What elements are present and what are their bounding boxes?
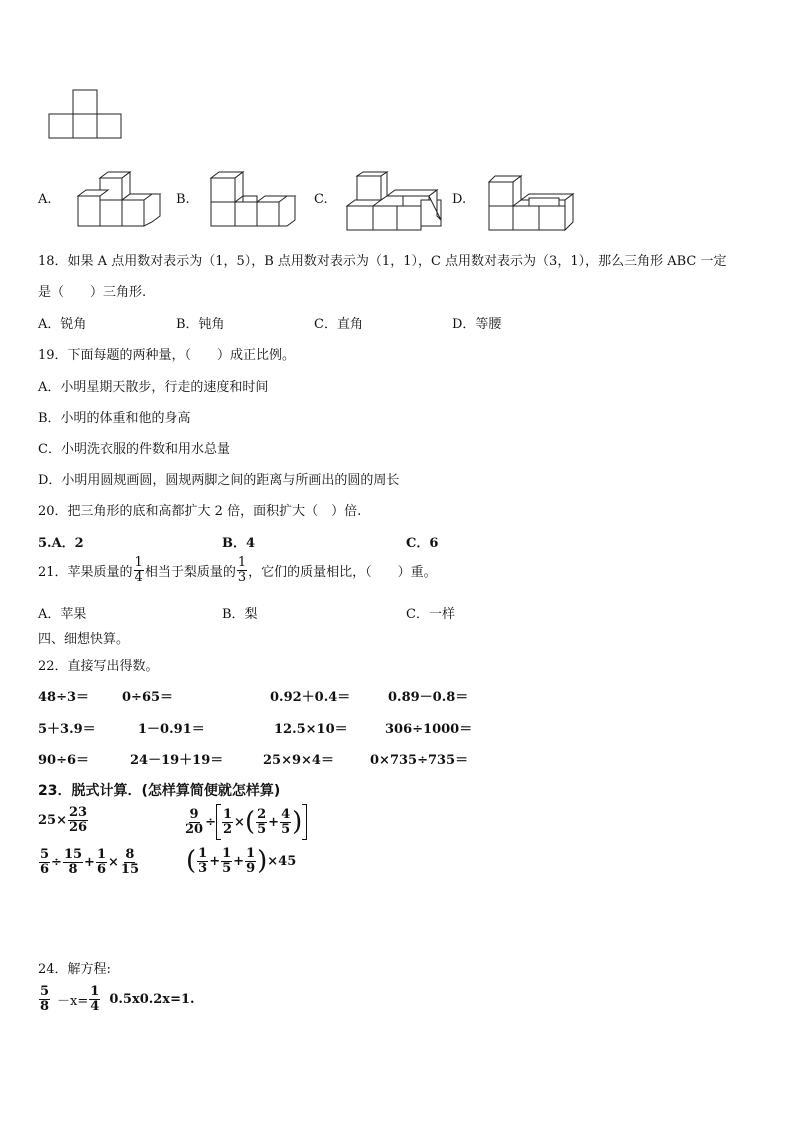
q23-e2-denominator: 5 <box>281 821 291 837</box>
q22-cell: 0×735÷735＝ <box>370 753 469 768</box>
cube-figure-a <box>72 170 164 232</box>
q18-option-c[interactable]: C．直角 <box>314 317 363 332</box>
q20-option-b[interactable]: B．4 <box>222 536 256 551</box>
left-paren: ( <box>244 807 256 837</box>
q18-stem-line1: 18．如果 A 点用数对表示为（1，5），B 点用数对表示为（1，1），C 点用数对表示为（3，1），那么三角形 ABC 一定 <box>38 254 727 269</box>
q23-e4-numerator: 1 <box>198 845 208 861</box>
q22-cell: 0.92＋0.4＝ <box>270 690 351 705</box>
q22-cell: 5＋3.9＝ <box>38 722 96 737</box>
q23-e2-operator: × <box>234 814 245 830</box>
option-b-label[interactable]: B. <box>176 192 190 207</box>
q21-prefix: 21．苹果质量的 <box>38 564 133 580</box>
q23-e3-numerator: 8 <box>125 847 135 862</box>
q21-option-c[interactable]: C．一样 <box>406 607 455 622</box>
q21-frac2-numerator: 1 <box>237 555 247 570</box>
q23-e4-tail: ×45 <box>267 853 297 869</box>
right-paren: ) <box>257 846 268 876</box>
q23-e3-numerator: 5 <box>40 847 50 862</box>
q23-expression-3 <box>38 848 141 876</box>
q24-stem: 24．解方程: <box>38 962 111 977</box>
right-paren: ) <box>292 807 303 837</box>
q22-cell: 0.89－0.8＝ <box>388 690 469 705</box>
q23-e4-operator: + <box>209 853 221 869</box>
q23-e2-operator: + <box>268 814 280 830</box>
q24-eq1-numerator: 5 <box>40 984 50 999</box>
q18-stem-line2: 是（ ）三角形. <box>38 285 147 300</box>
q23-e3-operator: × <box>108 854 119 870</box>
q24-equations <box>38 985 195 1013</box>
q22-cell: 1－0.91＝ <box>138 722 205 737</box>
q21-fraction-1 <box>134 556 144 584</box>
q21-option-b[interactable]: B．梨 <box>222 607 258 622</box>
q23-e2-numerator: 9 <box>189 806 199 822</box>
q23-e3-operator: ÷ <box>51 854 62 870</box>
option-d-label[interactable]: D. <box>452 192 467 207</box>
q19-option-a[interactable]: A．小明星期天散步，行走的速度和时间 <box>38 380 269 395</box>
q23-e4-numerator: 1 <box>246 845 256 861</box>
q23-e3-numerator: 1 <box>96 847 106 862</box>
q21-option-a[interactable]: A．苹果 <box>38 607 87 622</box>
q23-e3-operator: + <box>84 854 95 870</box>
q23-e4-operator: + <box>233 853 245 869</box>
cube-figure-d <box>485 172 579 234</box>
q21-frac1-denominator: 4 <box>134 569 143 585</box>
q23-e2-numerator: 1 <box>223 806 233 822</box>
q23-e4-denominator: 3 <box>198 860 208 876</box>
q21-stem <box>38 556 437 584</box>
q19-option-d[interactable]: D．小明用圆规画圆，圆规两脚之间的距离与所画出的圆的周长 <box>38 473 400 488</box>
q19-option-c[interactable]: C．小明洗衣服的件数和用水总量 <box>38 442 230 457</box>
left-bracket <box>216 804 221 840</box>
q22-cell: 25×9×4＝ <box>263 753 334 768</box>
top-view-figure <box>46 88 126 140</box>
q22-stem: 22．直接写出得数。 <box>38 659 159 674</box>
option-a-label[interactable]: A. <box>38 192 52 207</box>
q22-cell: 12.5×10＝ <box>274 722 348 737</box>
q19-stem: 19．下面每题的两种量，（ ）成正比例。 <box>38 348 296 363</box>
q20-option-c[interactable]: C．6 <box>406 536 439 551</box>
q18-option-a[interactable]: A．锐角 <box>38 317 87 332</box>
q21-frac2-denominator: 3 <box>237 569 247 585</box>
q22-cell: 0÷65＝ <box>122 690 174 705</box>
q23-e2-denominator: 5 <box>257 821 267 837</box>
left-paren: ( <box>186 846 197 876</box>
q23-e2-numerator: 4 <box>281 806 291 822</box>
q23-e4-denominator: 9 <box>246 860 256 876</box>
q23-e3-denominator: 8 <box>68 861 78 877</box>
q22-cell: 24－19＋19＝ <box>130 753 224 768</box>
q24-eq1-denominator: 4 <box>90 998 100 1014</box>
q23-e4-denominator: 5 <box>222 860 232 876</box>
q22-cell: 48÷3＝ <box>38 690 90 705</box>
q18-option-d[interactable]: D．等腰 <box>452 317 502 332</box>
q23-e3-denominator: 15 <box>120 861 139 877</box>
q22-cell: 90÷6＝ <box>38 753 90 768</box>
q21-fraction-2 <box>237 556 247 584</box>
q23-e1-denominator: 26 <box>69 819 88 835</box>
q24-eq1-numerator: 1 <box>90 984 100 999</box>
q23-e3-numerator: 15 <box>63 847 83 862</box>
q20-option-a[interactable]: 5.A．2 <box>38 536 84 551</box>
q23-expression-4 <box>186 846 296 876</box>
q22-cell: 306÷1000＝ <box>385 722 473 737</box>
q24-eq1-denominator: 8 <box>40 998 50 1014</box>
q23-e3-denominator: 6 <box>40 861 50 877</box>
section-heading: 四、细想快算。 <box>38 632 130 647</box>
q24-equation-2: 0.5x0.2x=1. <box>109 991 195 1007</box>
q23-e3-denominator: 6 <box>96 861 106 877</box>
option-c-label[interactable]: C. <box>314 192 328 207</box>
q23-e1-numerator: 23 <box>69 805 88 820</box>
q19-option-b[interactable]: B．小明的体重和他的身高 <box>38 411 191 426</box>
cube-figure-c <box>343 170 447 234</box>
q23-e2-denominator: 20 <box>185 821 204 837</box>
q23-e4-numerator: 1 <box>222 845 232 861</box>
q21-suffix: ，它们的质量相比，（ ）重。 <box>248 564 437 580</box>
q21-frac1-numerator: 1 <box>134 555 143 570</box>
q23-e2-numerator: 2 <box>257 806 267 822</box>
right-bracket <box>302 804 307 840</box>
q18-option-b[interactable]: B．钝角 <box>176 317 225 332</box>
q23-e1-operator: × <box>56 812 67 828</box>
q23-e2-operator: ÷ <box>205 814 216 830</box>
q23-e2-denominator: 2 <box>223 821 233 837</box>
q21-middle: 相当于梨质量的 <box>144 564 236 580</box>
q23-expression-2 <box>183 804 307 840</box>
q23-e1-term: 25 <box>38 812 57 828</box>
q23-expression-1 <box>38 806 89 834</box>
q23-stem: 23．脱式计算．(怎样算简便就怎样算) <box>38 783 281 799</box>
q20-stem: 20．把三角形的底和高都扩大 2 倍，面积扩大（ ）倍. <box>38 504 362 519</box>
cube-figure-b <box>205 170 301 232</box>
q24-eq1-middle: －x= <box>57 993 89 1009</box>
